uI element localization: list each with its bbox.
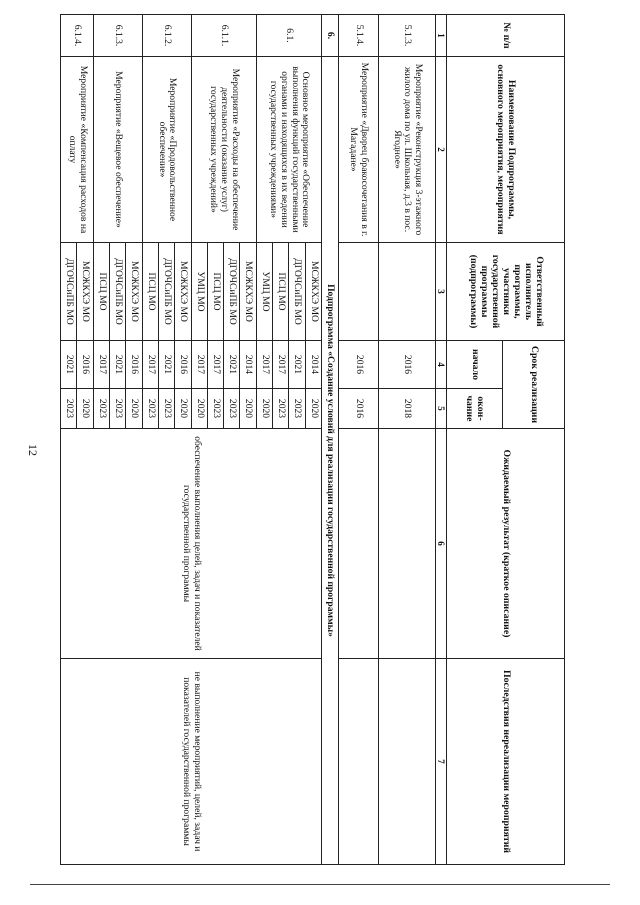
program-table [60, 14, 565, 865]
row-executor: УМЦ МО [256, 243, 272, 341]
row-executor: ПСЦ МО [207, 243, 223, 341]
row-end: 2023 [289, 389, 305, 429]
row-executor: ДГОЧСиПБ МО [158, 243, 174, 341]
table-row [378, 15, 435, 865]
group-name: Мероприятие «Расходы на обеспечение деятельности (оказание услуг) государственных учреждений» [191, 57, 256, 243]
header-num: № п/п [447, 15, 565, 57]
header-executor: Ответственный исполнитель программы, участники государственной программы (подпрограммы) [447, 243, 565, 341]
row-executor: ПСЦ МО [273, 243, 289, 341]
row-executor: ДГОЧСиПБ МО [61, 243, 77, 341]
row-start: 2017 [273, 341, 289, 389]
table-row [305, 15, 321, 865]
header-end: окон-чание [447, 389, 503, 429]
row-executor: МСЖКХЭ МО [77, 243, 93, 341]
row-end: 2020 [191, 389, 207, 429]
row-start: 2017 [256, 341, 272, 389]
row-end: 2023 [93, 389, 109, 429]
subprogram-num: 6. [321, 15, 338, 57]
row-end: 2020 [305, 389, 321, 429]
col-number: 4 [435, 341, 446, 389]
col-number: 6 [435, 429, 446, 659]
row-start: 2017 [207, 341, 223, 389]
row-end: 2023 [61, 389, 77, 429]
row-start: 2014 [240, 341, 256, 389]
row-start: 2017 [93, 341, 109, 389]
row-end: 2023 [273, 389, 289, 429]
row-end: 2020 [240, 389, 256, 429]
row-name: Мероприятие «Реконструкция 3-этажного жилого дома по ул. Школьная, д.3 в пос. Ягодное» [378, 57, 435, 243]
header-consequences: Последствия нереализации мероприятий [447, 659, 565, 865]
row-end: 2023 [158, 389, 174, 429]
row-start: 2016 [126, 341, 142, 389]
header-start: начало [447, 341, 503, 389]
row-start: 2017 [191, 341, 207, 389]
row-executor: ДГОЧСиПБ МО [289, 243, 305, 341]
row-start: 2021 [61, 341, 77, 389]
consequences: не выполнение мероприятий, целей, задач и показателей государственной программы [61, 659, 322, 865]
row-num: 5.1.3. [378, 15, 435, 57]
row-start: 2016 [378, 341, 435, 389]
row-executor: ДГОЧСиПБ МО [110, 243, 126, 341]
row-name: Мероприятие «Дворец бракосочетания в г. Магадане» [338, 57, 378, 243]
row-start: 2016 [77, 341, 93, 389]
group-num: 6.1.2. [142, 15, 191, 57]
rotated-table-container [60, 14, 565, 864]
row-executor: ПСЦ МО [93, 243, 109, 341]
row-end: 2020 [256, 389, 272, 429]
row-executor: МСЖКХЭ МО [240, 243, 256, 341]
group-num: 6.1.4. [61, 15, 94, 57]
subprogram-row [321, 15, 338, 865]
row-end: 2020 [77, 389, 93, 429]
header-name: Наименование Подпрограммы, основного мероприятия, мероприятия [447, 57, 565, 243]
row-num: 5.1.4. [338, 15, 378, 57]
row-start: 2021 [289, 341, 305, 389]
row-start: 2016 [175, 341, 191, 389]
row-start: 2016 [338, 341, 378, 389]
col-number: 7 [435, 659, 446, 865]
group-name: Мероприятие «Вещевое обеспечение» [93, 57, 142, 243]
group-num: 6.1.3. [93, 15, 142, 57]
expected-result: обеспечение выполнения целей, задач и показателей государственной программы [61, 429, 322, 659]
row-end: 2020 [126, 389, 142, 429]
column-numbers-row [435, 15, 446, 865]
col-number: 2 [435, 57, 446, 243]
group-name: Мероприятие «Продовольственное обеспечение» [142, 57, 191, 243]
col-number: 5 [435, 389, 446, 429]
row-executor: МСЖКХЭ МО [175, 243, 191, 341]
row-executor: ДГОЧСиПБ МО [224, 243, 240, 341]
group-name: Основное мероприятие «Обеспечение выполнения функций государственными органами и находящихся в их ведении государственных учреждениями» [256, 57, 321, 243]
row-end: 2023 [142, 389, 158, 429]
col-number: 3 [435, 243, 446, 341]
row-start: 2014 [305, 341, 321, 389]
row-start: 2017 [142, 341, 158, 389]
page-number: 12 [26, 444, 40, 456]
row-end: 2016 [338, 389, 378, 429]
footer-divider [30, 884, 610, 885]
header-period: Срок реализации [503, 341, 565, 429]
row-executor: МСЖКХЭ МО [126, 243, 142, 341]
header-result: Ожидаемый результат (краткое описание) [447, 429, 565, 659]
col-number: 1 [435, 15, 446, 57]
row-executor: ПСЦ МО [142, 243, 158, 341]
row-end: 2018 [378, 389, 435, 429]
group-num: 6.1.1. [191, 15, 256, 57]
row-executor: МСЖКХЭ МО [305, 243, 321, 341]
row-executor: УМЦ МО [191, 243, 207, 341]
group-num: 6.1. [256, 15, 321, 57]
row-start: 2021 [158, 341, 174, 389]
row-end: 2023 [110, 389, 126, 429]
row-end: 2023 [207, 389, 223, 429]
row-end: 2023 [224, 389, 240, 429]
table-row [338, 15, 378, 865]
row-start: 2021 [224, 341, 240, 389]
subprogram-title: Подпрограмма «Создание условий для реализации государственной программы» [321, 57, 338, 865]
row-end: 2020 [175, 389, 191, 429]
group-name: Мероприятие «Компенсация расходов на оплату [61, 57, 94, 243]
row-start: 2021 [110, 341, 126, 389]
